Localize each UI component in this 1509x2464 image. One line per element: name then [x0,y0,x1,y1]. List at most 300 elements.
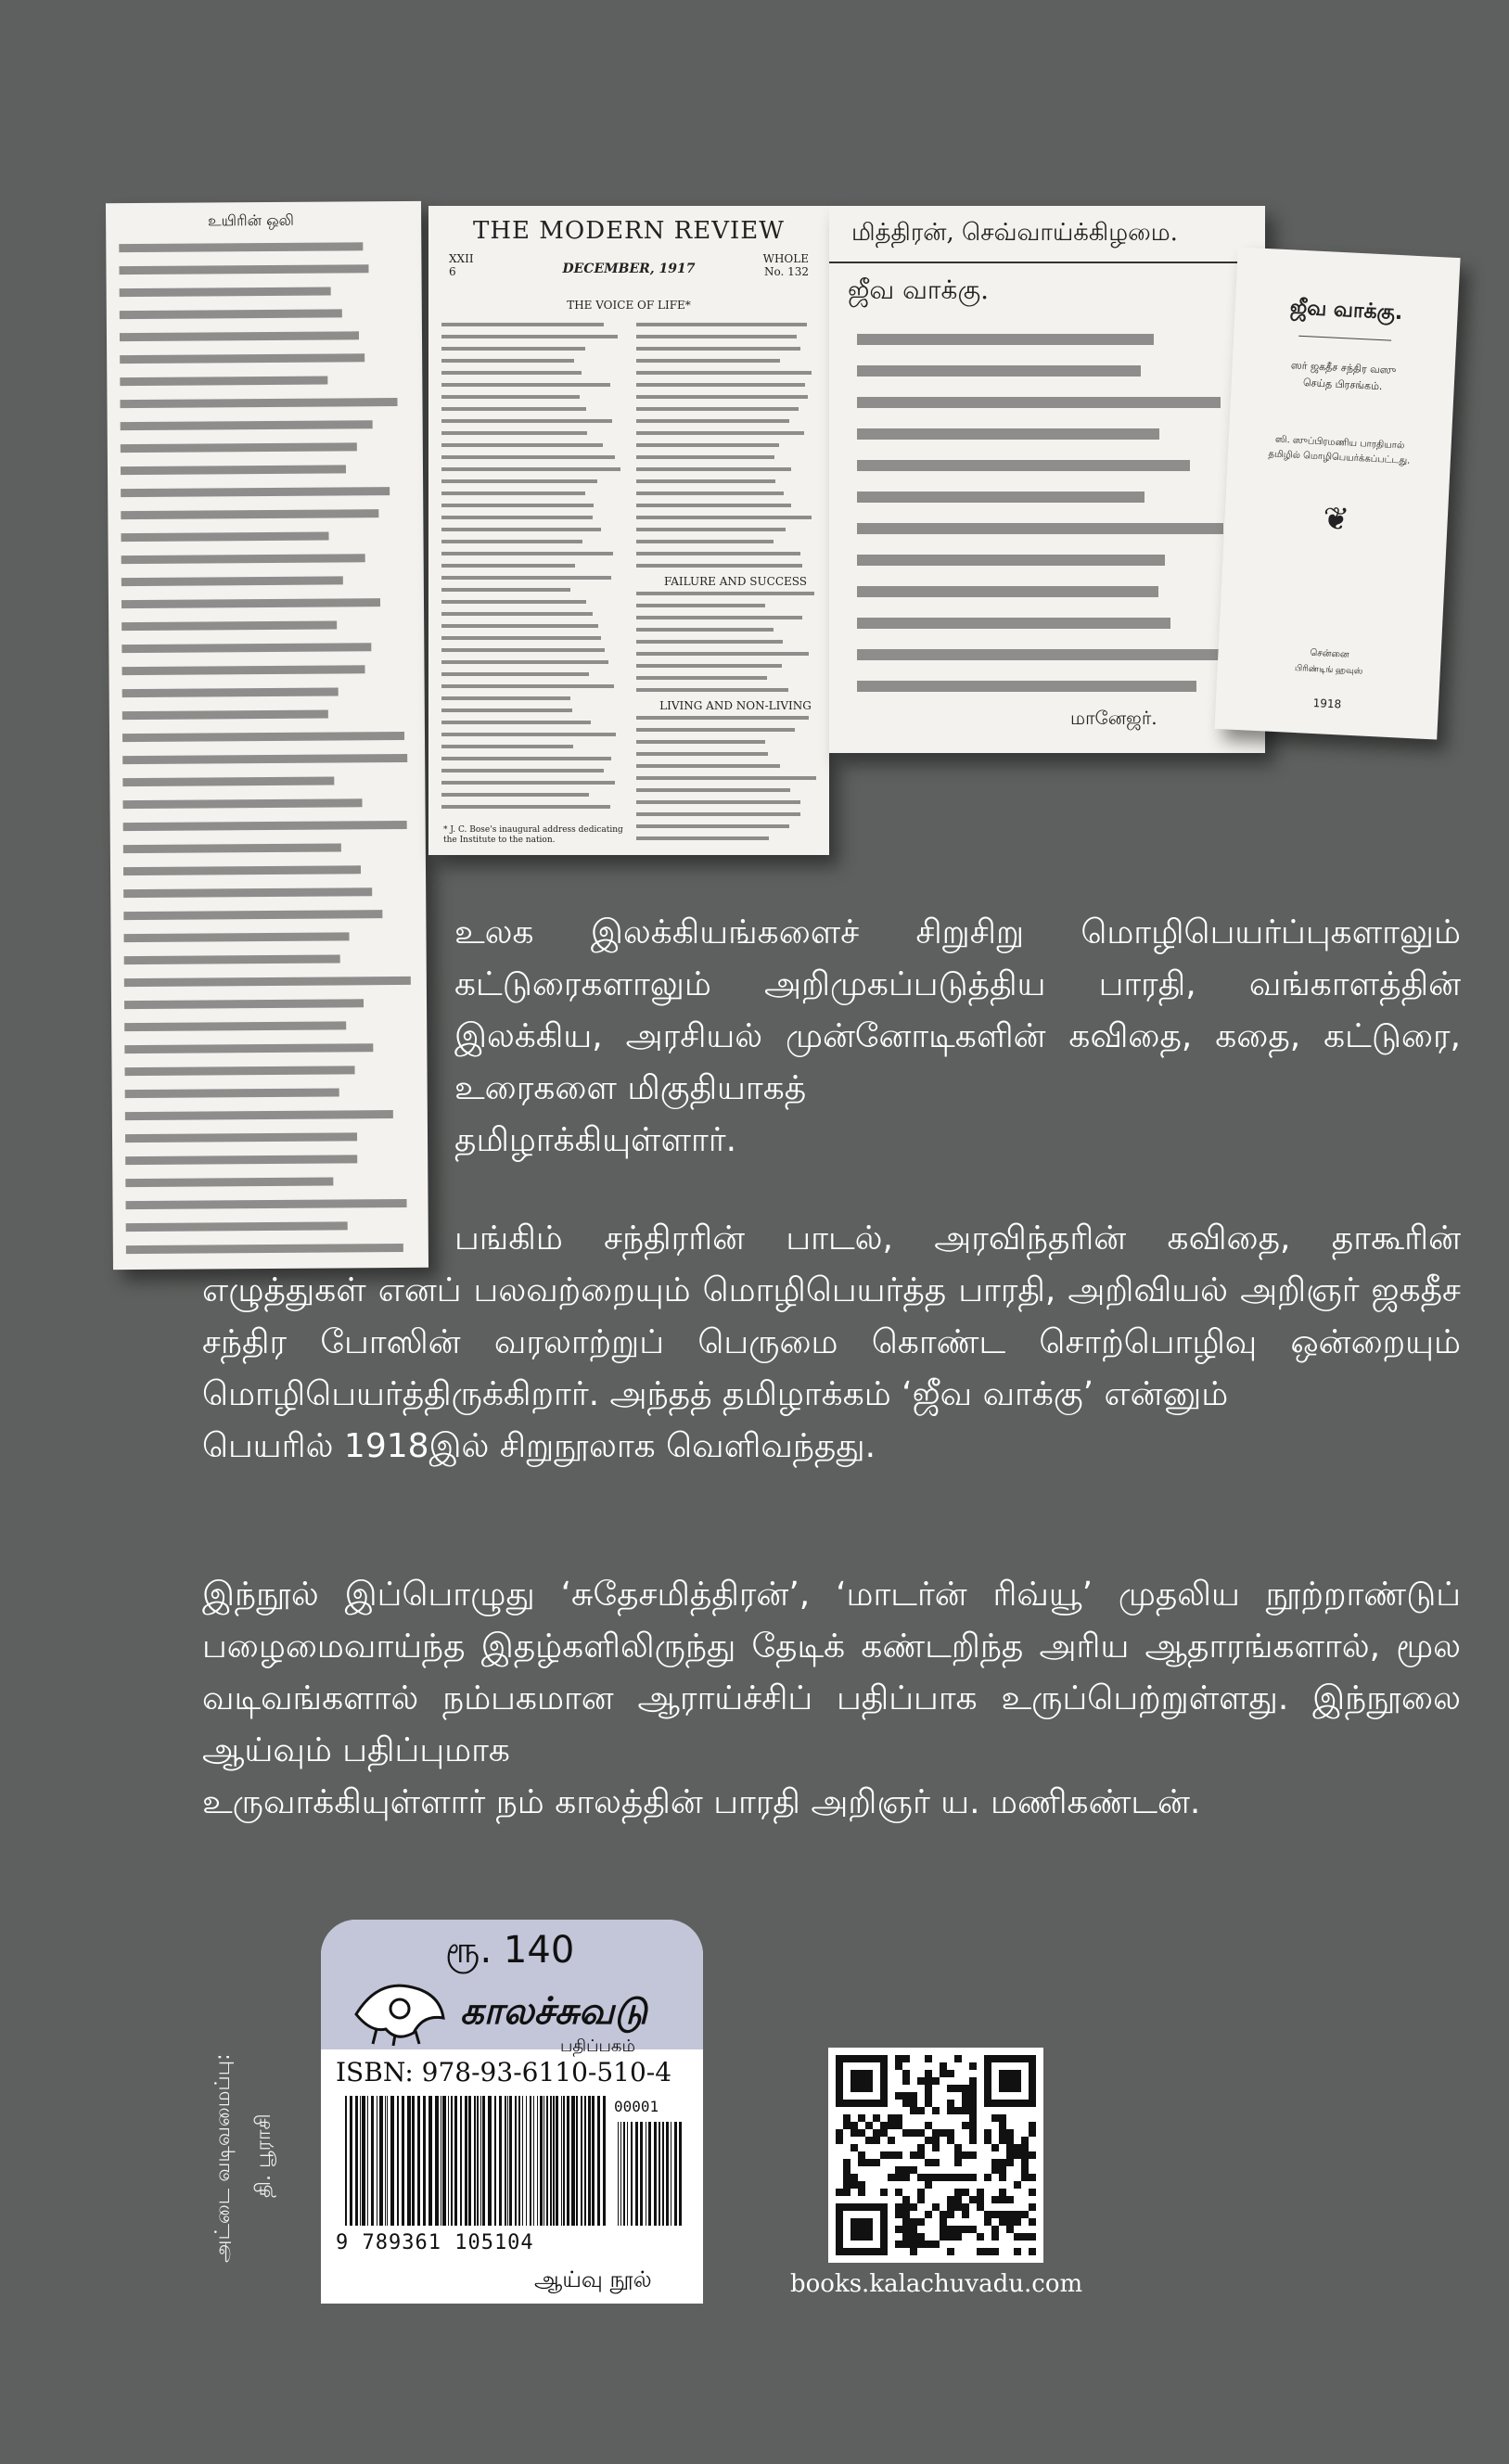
qr-module [880,2151,888,2159]
qr-module [902,2077,910,2085]
qr-module [925,2122,932,2129]
text-line [441,552,613,555]
text-line [636,395,808,399]
qr-module [962,2151,969,2159]
qr-module [969,2100,977,2107]
qr-module [954,2055,962,2062]
barcode-bar [556,2096,558,2226]
qr-module [850,2144,858,2151]
barcode-bar [477,2096,479,2226]
text-line [123,843,341,853]
barcode-bar [435,2096,439,2226]
text-line [120,398,397,408]
blurb-paragraph-2 [202,1213,1461,1473]
qr-module [1029,2248,1036,2255]
text-line [636,764,780,768]
text-line [636,824,789,828]
qr-module [969,2085,977,2092]
qr-module [999,2137,1006,2144]
barcode-bar [454,2096,457,2226]
qr-module [1021,2166,1029,2174]
barcode-addon-bar [654,2122,657,2226]
text-line [441,769,604,772]
qr-module [925,2174,932,2181]
text-line [636,359,780,363]
qr-module [850,2181,858,2189]
qr-module [940,2129,947,2137]
text-line [636,752,768,756]
qr-module [895,2241,902,2248]
qr-module [917,2107,925,2114]
qr-module [850,2129,858,2137]
qr-module [1014,2218,1021,2226]
qr-module [962,2107,969,2114]
barcode-addon-bar [631,2122,633,2226]
qr-code[interactable] [828,2048,1043,2263]
qr-module [1029,2203,1036,2211]
text-line [124,954,340,964]
barcode-bar [448,2096,449,2226]
text-line [119,264,368,274]
qr-module [902,2211,910,2218]
text-line [441,528,601,531]
qr-module [969,2077,977,2085]
barcode-bar [407,2096,411,2226]
title-page-press: பிரிண்டிங் ஹவுஸ் [1294,663,1363,677]
qr-module [917,2218,925,2226]
qr-module [873,2129,880,2137]
text-line [441,467,620,471]
text-line [636,616,802,619]
barcode-bar [494,2096,496,2226]
qr-module [836,2189,843,2196]
qr-module [902,2174,910,2181]
barcode-bar [468,2096,471,2226]
qr-module [954,2174,962,2181]
publisher-name: காலச்சுவடு [460,1990,647,2033]
text-line [441,419,612,423]
qr-module [977,2248,984,2255]
barcode-bar [518,2096,520,2226]
barcode-bar [592,2096,595,2226]
review-article-title: THE VOICE OF LIFE* [567,299,691,312]
genre-label: ஆய்வு நூல் [534,2266,652,2292]
qr-module [1029,2233,1036,2241]
text-line [636,383,805,387]
qr-module [910,2151,917,2159]
qr-module [1029,2218,1036,2226]
barcode-bar [480,2096,481,2226]
text-line [122,754,407,764]
qr-module [902,2241,910,2248]
text-line [857,618,1170,629]
qr-module [999,2211,1006,2218]
text-line [441,745,573,748]
text-line [857,555,1165,566]
qr-module [895,2062,902,2070]
qr-module [917,2151,925,2159]
text-line [636,504,791,507]
ean-number: 9 789361 105104 [336,2231,534,2254]
barcode-bar [540,2096,543,2226]
text-line [636,836,769,840]
qr-module [843,2166,850,2174]
qr-module [991,2211,999,2218]
text-line [636,716,809,720]
barcode-bar [417,2096,420,2226]
text-line [124,977,411,987]
cover-credit-name: தி. பூராசி [252,2113,275,2198]
qr-module [858,2114,865,2122]
qr-module [947,2174,954,2181]
qr-module [925,2137,932,2144]
text-line [121,643,371,653]
text-line [636,431,804,435]
text-line [120,377,327,387]
qr-module [984,2137,991,2144]
text-line [636,479,775,483]
qr-module [917,2129,925,2137]
text-line [636,664,782,668]
text-line [121,554,365,564]
barcode-bar [371,2096,374,2226]
qr-finder-core [850,2218,873,2241]
qr-module [917,2174,925,2181]
barcode-bar [603,2096,606,2226]
qr-module [917,2241,925,2248]
qr-module [969,2092,977,2100]
barcode-bar [546,2096,548,2226]
qr-module [932,2137,940,2144]
qr-module [947,2129,954,2137]
printers-emblem-icon: ❦ [1322,500,1350,539]
title-page-subtitle2: செய்த பிரசங்கம். [1302,377,1383,393]
qr-module [1006,2159,1014,2166]
qr-module [999,2159,1006,2166]
title-page-translator2: தமிழில் மொழிபெயர்க்கப்பட்டது. [1268,449,1411,466]
review-whole-label: WHOLE [762,252,809,265]
text-line [636,323,807,326]
barcode-bar [367,2096,368,2226]
text-line [121,420,373,430]
qr-module [843,2174,850,2181]
qr-module [947,2085,954,2092]
publisher-logo-icon [349,1977,451,2046]
qr-module [962,2174,969,2181]
qr-module [895,2189,902,2196]
qr-module [902,2129,910,2137]
qr-module [895,2166,902,2174]
qr-module [1014,2248,1021,2255]
qr-module [873,2159,880,2166]
text-line [121,532,328,543]
qr-module [991,2144,999,2151]
text-line [124,1043,373,1053]
qr-module [984,2129,991,2137]
text-line [125,1155,357,1165]
text-line [636,776,816,780]
qr-module [925,2055,932,2062]
qr-module [954,2226,962,2233]
text-line [636,688,788,692]
qr-module [880,2122,888,2129]
text-line [636,552,800,555]
qr-module [865,2159,873,2166]
qr-module [910,2166,917,2174]
qr-module [991,2196,999,2203]
qr-module [977,2203,984,2211]
qr-module [940,2233,947,2241]
qr-module [947,2100,954,2107]
text-line [857,523,1223,534]
qr-module [902,2203,910,2211]
barcode-bar [428,2096,432,2226]
barcode-bar [571,2096,575,2226]
title-page-translator: ஸி. ஸுப்பிரமணிய பாரதியால் [1274,434,1405,452]
text-line [441,793,589,797]
barcode-addon-bar [662,2122,664,2226]
qr-module [969,2137,977,2144]
barcode-bar [482,2096,485,2226]
qr-module [902,2100,910,2107]
text-line [636,652,809,656]
review-section-living: LIVING AND NON-LIVING [659,699,812,712]
qr-module [969,2226,977,2233]
qr-module [917,2077,925,2085]
text-line [636,419,789,423]
text-line [122,732,404,742]
barcode-bar [451,2096,453,2226]
text-line [122,687,339,697]
qr-module [932,2129,940,2137]
barcode-addon-bar [635,2122,638,2226]
title-page-year: 1918 [1312,696,1342,711]
text-line [857,492,1145,503]
qr-module [947,2233,954,2241]
text-line [636,788,790,792]
qr-module [1006,2211,1014,2218]
qr-module [895,2122,902,2129]
qr-module [984,2174,991,2181]
text-line [636,676,767,680]
qr-module [969,2062,977,2070]
qr-module [888,2137,895,2144]
barcode-bar [397,2096,399,2226]
text-line [121,598,381,608]
qr-module [954,2085,962,2092]
qr-module [1021,2174,1029,2181]
qr-module [947,2203,954,2211]
barcode-addon-bar [623,2122,625,2226]
barcode-bar [390,2096,394,2226]
qr-module [999,2218,1006,2226]
text-line [121,665,364,675]
barcode-addon-bar [640,2122,643,2226]
qr-module [940,2226,947,2233]
text-line [120,353,364,364]
qr-module [969,2151,977,2159]
qr-module [947,2248,954,2255]
clipping-modern-review [428,206,829,855]
barcode [336,2096,688,2235]
qr-module [947,2137,954,2144]
text-line [636,800,800,804]
text-line [121,487,390,497]
qr-module [880,2189,888,2196]
qr-module [925,2181,932,2189]
text-line [125,1178,333,1188]
cover-credit [195,1938,297,2272]
blurb-p3-last: உருவாக்கியுள்ளார் நம் காலத்தின் பாரதி அறிஞர் ய. மணிகண்டன். [202,1783,1201,1821]
qr-module [1021,2151,1029,2159]
text-line [441,492,585,495]
qr-module [925,2085,932,2092]
text-line [636,540,774,543]
text-line [441,504,594,507]
qr-module [836,2129,843,2137]
qr-module [858,2181,865,2189]
qr-module [962,2085,969,2092]
qr-module [932,2159,940,2166]
qr-module [1006,2151,1014,2159]
barcode-bar [553,2096,555,2226]
qr-module [858,2159,865,2166]
qr-module [969,2107,977,2114]
qr-module [902,2218,910,2226]
clipping-swadesamitran [829,206,1265,753]
qr-module [925,2070,932,2077]
text-line [441,660,608,664]
qr-module [902,2226,910,2233]
text-line [441,564,575,568]
qr-module [888,2151,895,2159]
qr-module [1006,2129,1014,2137]
qr-finder-core [850,2070,873,2092]
price-barcode-panel [321,1920,703,2304]
barcode-bar [543,2096,544,2226]
barcode-addon-bar [648,2122,651,2226]
barcode-bar [474,2096,476,2226]
barcode-bar [530,2096,531,2226]
barcode-bar [442,2096,446,2226]
qr-module [902,2055,910,2062]
qr-module [858,2129,865,2137]
barcode-bar [588,2096,591,2226]
qr-module [977,2196,984,2203]
qr-module [888,2122,895,2129]
text-line [636,516,812,519]
qr-module [999,2196,1006,2203]
qr-module [1029,2174,1036,2181]
text-line [441,648,605,652]
blurb-p1-last: தமிழாக்கியுள்ளார். [454,1121,737,1159]
text-line [123,865,361,875]
barcode-bar [584,2096,586,2226]
text-line [636,492,784,495]
qr-module [880,2129,888,2137]
text-line [636,728,795,732]
text-line [636,628,774,632]
text-line [857,365,1141,377]
text-line [120,331,359,341]
website-url[interactable]: books.kalachuvadu.com [790,2270,1083,2298]
qr-module [962,2122,969,2129]
text-line [636,467,791,471]
text-line [441,371,582,375]
qr-module [947,2070,954,2077]
blurb-p1-text: உலக இலக்கியங்களைச் சிறுசிறு மொழிபெயர்ப்புகளாலும் கட்டுரைகளாலும் அறிமுகப்படுத்திய பாரதி, வங்காளத்தின் இலக்கிய, அரசியல் முன்னோடிகளின் கவிதை, கதை, கட்டுரை, உரைகளை மிகுதியாகத் [454,913,1461,1107]
qr-module [954,2203,962,2211]
barcode-bar [537,2096,538,2226]
qr-module [984,2218,991,2226]
qr-module [1014,2211,1021,2218]
qr-module [873,2114,880,2122]
qr-module [895,2151,902,2159]
qr-module [902,2233,910,2241]
qr-module [969,2174,977,2181]
qr-module [888,2114,895,2122]
clipping-tamil-article [106,201,428,1270]
barcode-addon-bar [618,2122,619,2226]
qr-module [1006,2196,1014,2203]
qr-module [991,2159,999,2166]
barcode-bar [362,2096,365,2226]
qr-module [902,2166,910,2174]
text-line [123,932,349,942]
text-line [636,371,812,375]
qr-module [910,2241,917,2248]
mithran-rule [829,262,1265,263]
qr-module [1021,2233,1029,2241]
qr-module [999,2189,1006,2196]
blurb-p3-text: இந்நூல் இப்பொழுது ‘சுதேசமித்திரன்’, ‘மாடர்ன் ரிவ்யூ’ முதலிய நூற்றாண்டுப் பழைமைவாய்ந்த இதழ்களிலிருந்து தேடிக் கண்டறிந்த அரிய ஆதாரங்களால், மூல வடிவங்களால் நம்பகமான ஆராய்ச்சிப் பதிப்பாக உருப்பெற்றுள்ளது. இந்நூலை ஆய்வும் பதிப்புமாக [202,1576,1461,1769]
barcode-bar [412,2096,415,2226]
text-line [441,407,586,411]
text-line [636,347,800,351]
qr-module [910,2100,917,2107]
text-line [441,672,589,676]
mithran-title: ஜீவ வாக்கு. [848,274,990,305]
qr-module [999,2114,1006,2122]
qr-module [1006,2218,1014,2226]
barcode-bar [505,2096,506,2226]
text-line [636,812,800,816]
review-date: DECEMBER, 1917 [562,262,696,276]
qr-module [895,2203,902,2211]
text-line [636,592,814,595]
qr-module [1021,2137,1029,2144]
text-line [441,709,572,712]
barcode-bar [402,2096,404,2226]
text-line [121,442,357,453]
text-line [121,576,343,586]
qr-module [895,2055,902,2062]
qr-module [932,2174,940,2181]
qr-module [947,2226,954,2233]
qr-module [1006,2226,1014,2233]
barcode-bar [345,2096,347,2226]
qr-module [902,2070,910,2077]
text-line [441,612,593,616]
cover-credit-label: அட்டை வடிவமைப்பு: [211,2053,235,2263]
qr-module [940,2211,947,2218]
qr-module [858,2189,865,2196]
text-line [441,335,618,338]
text-line [441,540,582,543]
barcode-addon-bar [659,2122,660,2226]
text-line [123,910,383,920]
qr-module [962,2189,969,2196]
